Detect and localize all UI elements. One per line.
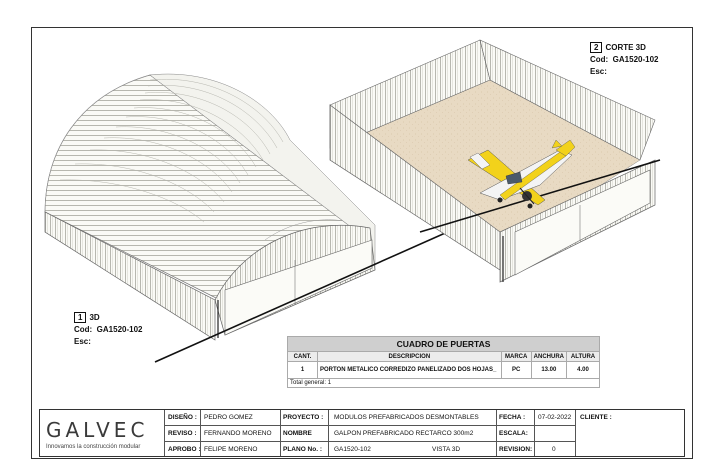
col-altura: ALTURA: [567, 352, 600, 362]
col-marca: MARCA: [501, 352, 531, 362]
vista-value: VISTA 3D: [432, 446, 461, 453]
table-row: 1 PORTON METALICO CORREDIZO PANELIZADO DOS HOJAS_ PC 13.00 4.00: [288, 362, 600, 379]
view-2-number: 2: [590, 42, 602, 53]
view-1-number: 1: [74, 312, 86, 323]
nombre-label: NOMBRE: [283, 430, 312, 437]
aprobo-value: FELIPE MORENO: [204, 446, 258, 453]
proyecto-value: MODULOS PREFABRICADOS DESMONTABLES: [334, 414, 479, 421]
company-slogan: Innovamos la construcción modular: [46, 444, 141, 450]
col-cant: CANT.: [288, 352, 318, 362]
view-1-code: Cod: GA1520-102: [74, 325, 143, 334]
escala-label: ESCALA:: [499, 430, 528, 437]
nombre-value: GALPON PREFABRICADO RECTARCO 300m2: [334, 430, 474, 437]
aprobo-label: APROBO :: [168, 446, 201, 453]
revision-value: 0: [552, 446, 556, 453]
view-1-title: 3D: [89, 313, 100, 322]
view-2-scale: Esc:: [590, 67, 607, 76]
view-2-code: Cod: GA1520-102: [590, 55, 659, 64]
door-schedule-title: CUADRO DE PUERTAS: [288, 337, 600, 352]
reviso-label: REVISO :: [168, 430, 197, 437]
view-2-title: CORTE 3D: [605, 43, 646, 52]
proyecto-label: PROYECTO :: [283, 414, 324, 421]
plano-value: GA1520-102: [334, 446, 371, 453]
door-schedule-table: [287, 336, 600, 388]
hangar-section-view: [330, 40, 660, 282]
door-schedule-total: Total general: 1: [288, 379, 600, 388]
reviso-value: FERNANDO MORENO: [204, 430, 272, 437]
diseno-label: DISEÑO :: [168, 414, 197, 421]
diseno-value: PEDRO GOMEZ: [204, 414, 253, 421]
title-block: [39, 409, 685, 457]
col-anchura: ANCHURA: [531, 352, 566, 362]
view-2-label: [590, 42, 646, 53]
view-1-scale: Esc:: [74, 337, 91, 346]
col-descripcion: DESCRIPCION: [318, 352, 502, 362]
company-logo: GALVEC: [46, 418, 149, 442]
fecha-label: FECHA :: [499, 414, 526, 421]
plano-label: PLANO No. :: [283, 446, 322, 453]
revision-label: REVISION:: [499, 446, 533, 453]
cliente-label: CLIENTE :: [580, 414, 612, 421]
view-1-label: [74, 312, 100, 323]
fecha-value: 07-02-2022: [538, 414, 572, 421]
